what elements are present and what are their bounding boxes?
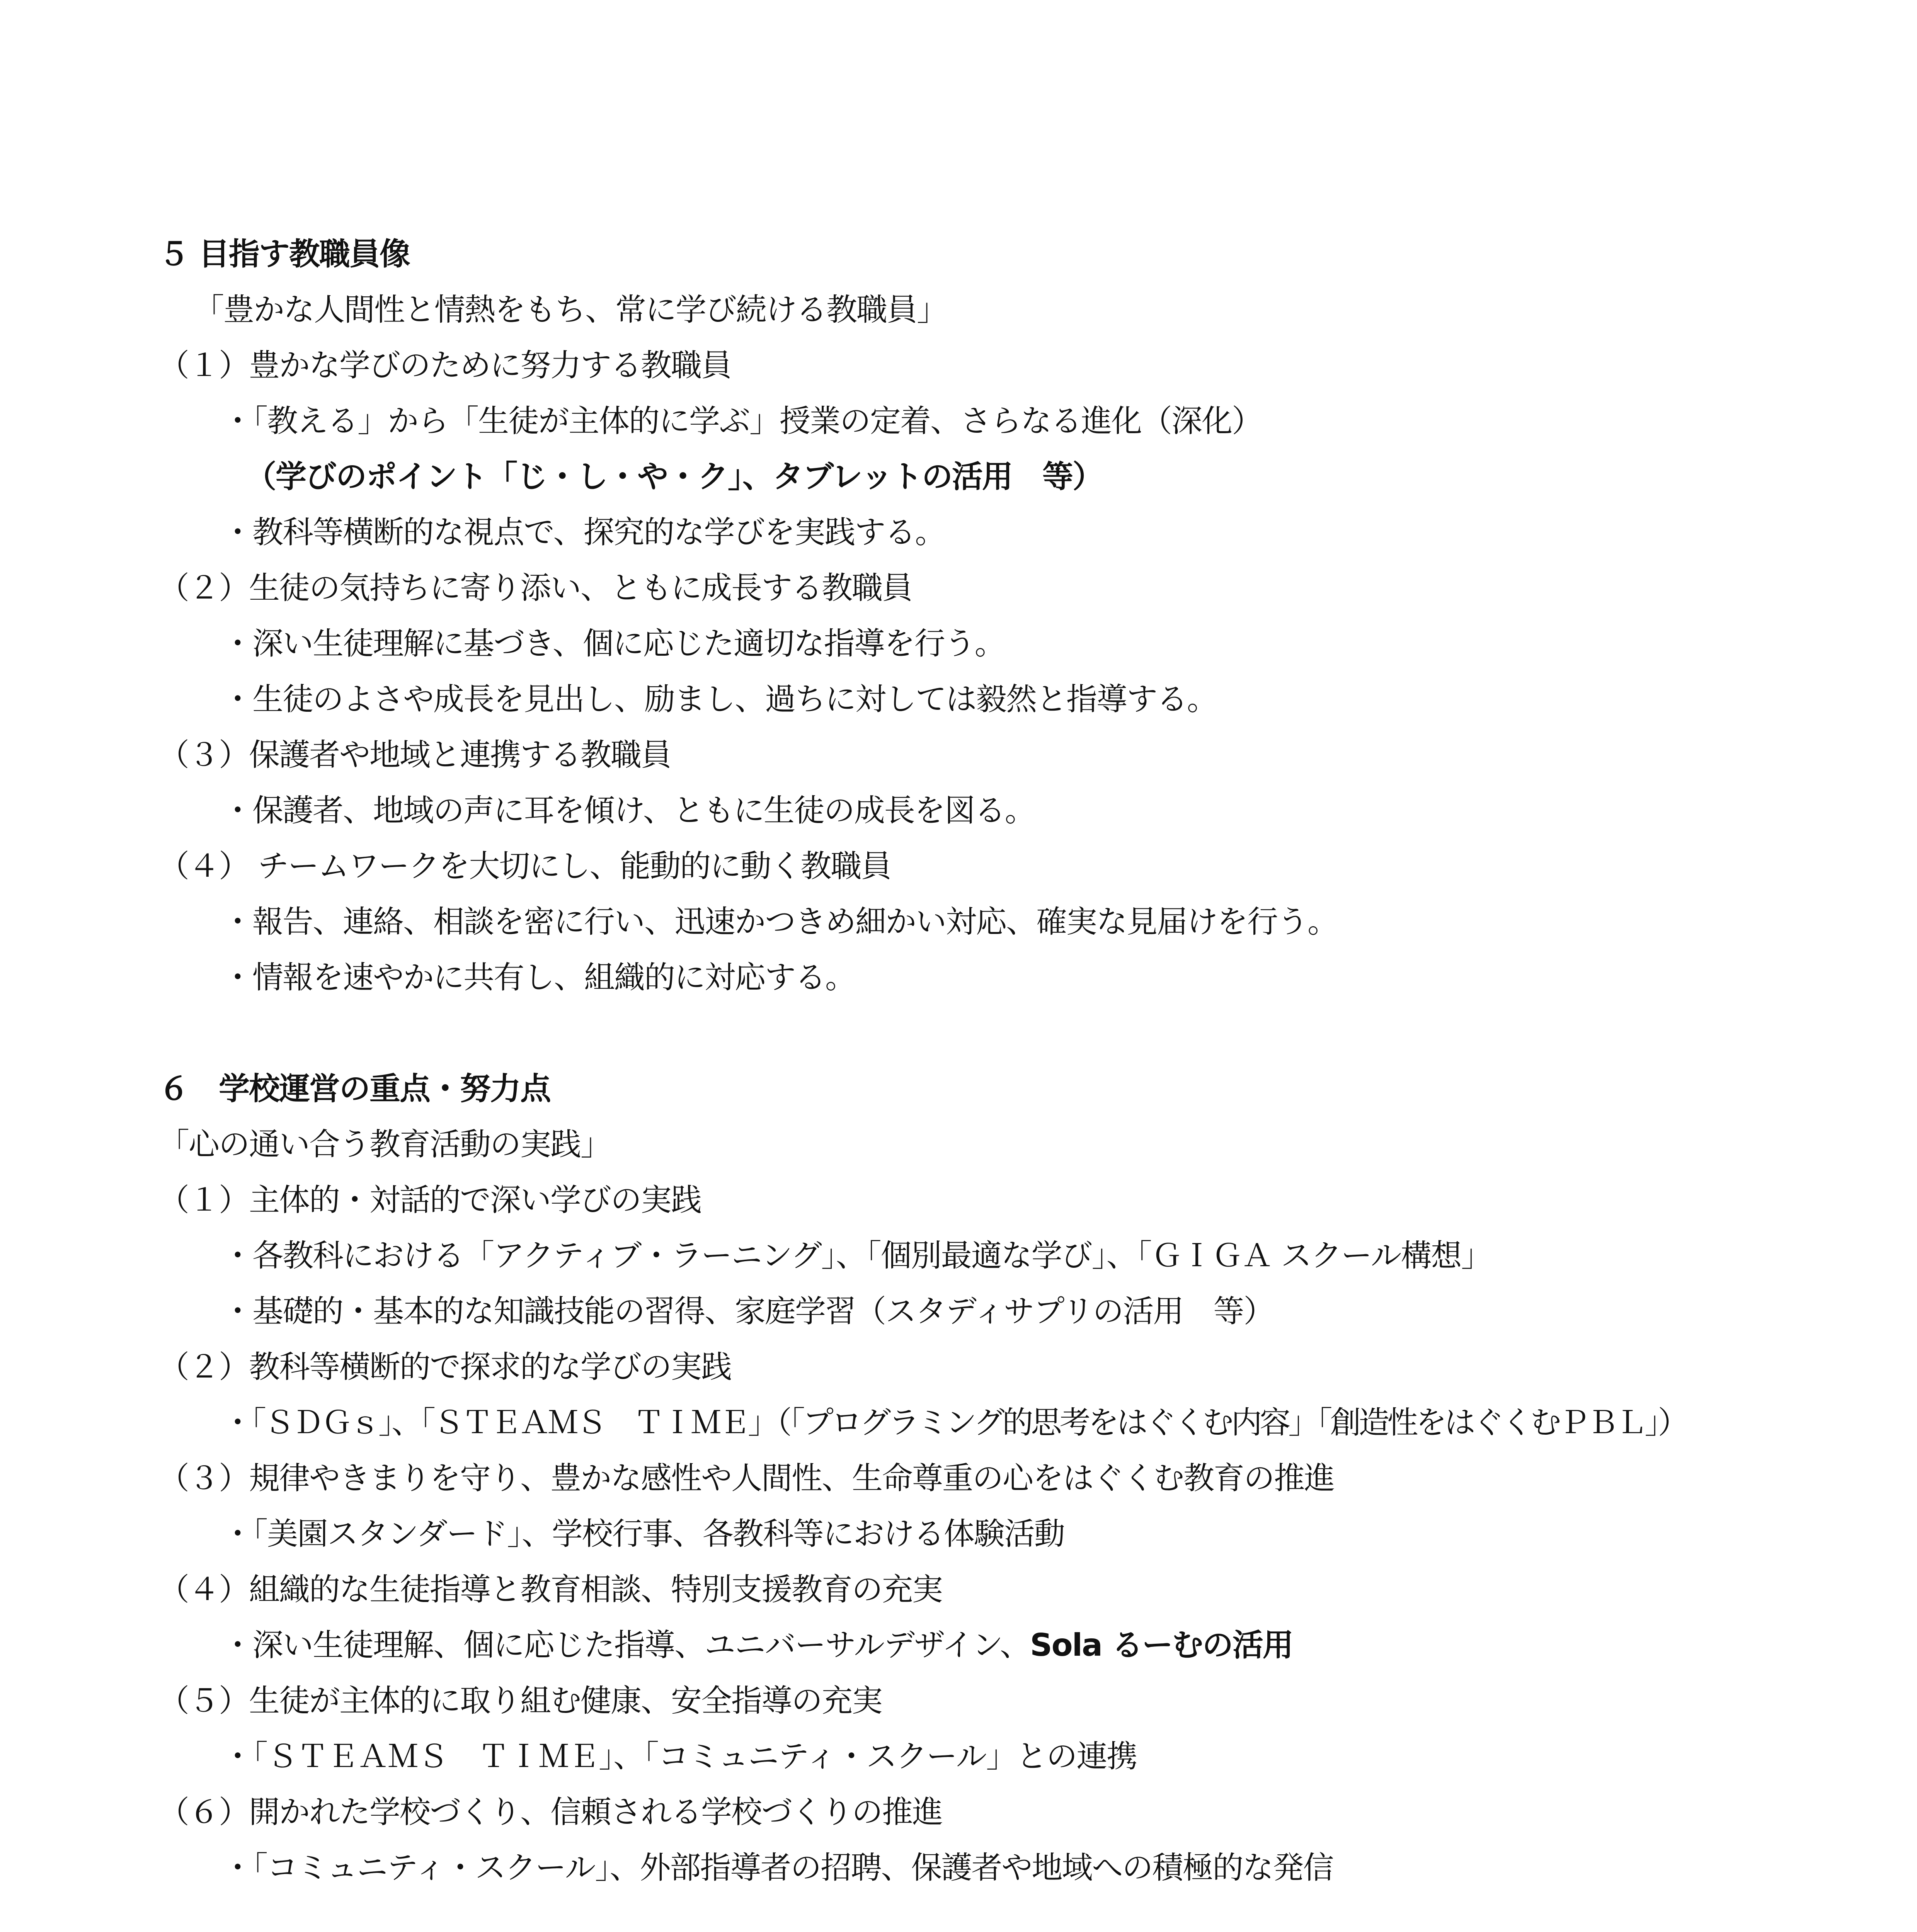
section-6-line: ・基礎的・基本的な知識技能の習得、家庭学習（スタディサプリの活用 等） xyxy=(222,1293,1274,1329)
section-6-line xyxy=(222,1626,1293,1665)
section-5-line: ・深い生徒理解に基づき、個に応じた適切な指導を行う。 xyxy=(222,626,1005,662)
section-5-line: ・教科等横断的な視点で、探究的な学びを実践する。 xyxy=(222,514,945,550)
section-5-line: ・保護者、地域の声に耳を傾け、ともに生徒の成長を図る。 xyxy=(222,793,1035,828)
section-6-line: ・「ＳＴＥＡＭＳ ＴＩＭＥ」、「コミュニティ・スクール」との連携 xyxy=(222,1738,1137,1774)
section-6-heading: ６ 学校運営の重点・努力点 xyxy=(158,1071,550,1107)
section-6-motto: 「心の通い合う教育活動の実践」 xyxy=(158,1126,611,1162)
section-5-line: （２）生徒の気持ちに寄り添い、ともに成長する教職員 xyxy=(158,570,912,606)
section-6-line: （６）開かれた学校づくり、信頼される学校づくりの推進 xyxy=(158,1794,942,1830)
section-5-line: （４） チームワークを大切にし、能動的に動く教職員 xyxy=(158,848,891,884)
section-6-line: ・「コミュニティ・スクール」、外部指導者の招聘、保護者や地域への積極的な発信 xyxy=(222,1850,1333,1886)
section-5-motto: 「豊かな人間性と情熱をもち、常に学び続ける教職員」 xyxy=(193,292,947,328)
section-5-line: ・「教える」から「生徒が主体的に学ぶ」授業の定着、さらなる進化（深化） xyxy=(222,403,1262,439)
section-5-heading: ５ 目指す教職員像 xyxy=(158,236,410,272)
section-5-line: ・報告、連絡、相談を密に行い、迅速かつきめ細かい対応、確実な見届けを行う。 xyxy=(222,904,1338,940)
section-5-line: （１）豊かな学びのために努力する教職員 xyxy=(158,347,731,383)
section-5-line: （３）保護者や地域と連携する教職員 xyxy=(158,737,671,773)
section-6-line: ・各教科における「アクティブ・ラーニング」、「個別最適な学び」、「ＧＩＧＡ スクール構想」 xyxy=(222,1238,1491,1274)
section-6-line-text: ・深い生徒理解、個に応じた指導、ユニバーサルデザイン、 xyxy=(222,1627,1030,1663)
section-5-line: ・生徒のよさや成長を見出し、励まし、過ちに対しては毅然と指導する。 xyxy=(222,681,1217,717)
section-6-line: ・「美園スタンダード」、学校行事、各教科等における体験活動 xyxy=(222,1516,1064,1552)
section-6-line: （２）教科等横断的で探求的な学びの実践 xyxy=(158,1349,731,1385)
section-6-line: （１）主体的・対話的で深い学びの実践 xyxy=(158,1182,701,1218)
section-6-line: ・「ＳＤＧｓ」、「ＳＴＥＡＭＳ ＴＩＭＥ」（「プログラミング的思考をはぐくむ内容」「創造性をはぐくむＰＢＬ」） xyxy=(222,1405,1687,1440)
section-5-line: ・情報を速やかに共有し、組織的に対応する。 xyxy=(222,959,855,995)
sola-room-text: Sola るーむの活用 xyxy=(1030,1627,1293,1663)
section-6-line: （４）組織的な生徒指導と教育相談、特別支援教育の充実 xyxy=(158,1571,942,1607)
section-6-line: （５）生徒が主体的に取り組む健康、安全指導の充実 xyxy=(158,1683,882,1719)
section-5-line: （学びのポイント「じ・し・や・ク」、タブレットの活用 等） xyxy=(245,459,1103,495)
section-6-line: （３）規律やきまりを守り、豊かな感性や人間性、生命尊重の心をはぐくむ教育の推進 xyxy=(158,1460,1334,1496)
